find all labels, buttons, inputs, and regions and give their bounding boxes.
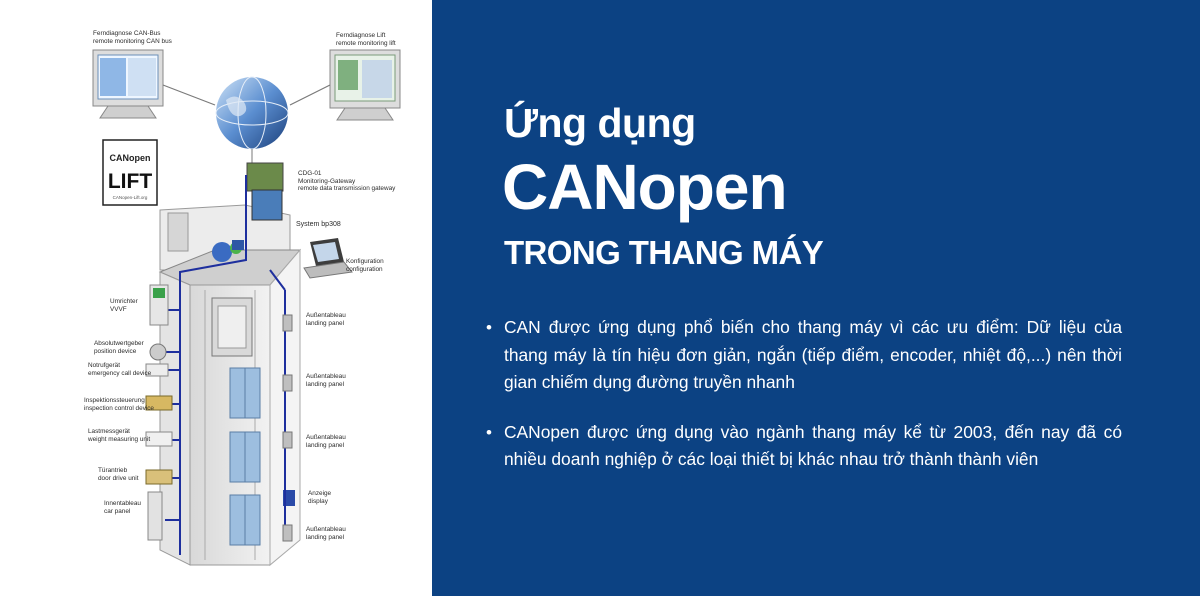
logo-brand: CANopen bbox=[109, 153, 151, 163]
label-lift-monitor: Ferndiagnose Lift remote monitoring lift bbox=[336, 32, 396, 47]
label-landing-panel-3: Außentableau landing panel bbox=[306, 434, 346, 449]
label-weight-measuring: Lastmessgerät weight measuring unit bbox=[88, 428, 151, 443]
label-display: Anzeige display bbox=[308, 490, 332, 505]
content-panel bbox=[432, 0, 1200, 596]
label-system: System bp308 bbox=[296, 221, 341, 228]
title-line-1: Ứng dụng bbox=[504, 100, 696, 146]
label-configuration: Konfiguration configuration bbox=[346, 258, 384, 273]
bullet-dot-icon: • bbox=[486, 318, 492, 337]
title-line-2: CANopen bbox=[502, 151, 787, 223]
bullet-item bbox=[482, 314, 1122, 397]
bullet-text: CAN được ứng dụng phổ biến cho thang máy vì các ưu điểm: Dữ liệu của thang máy là tín hiệu đơn giản, ngắn (tiếp điểm, encoder, nhiệt độ,...) nên thời gian chiếm dụng đường truyền nhanh bbox=[504, 317, 1122, 392]
label-landing-panel-4: Außentableau landing panel bbox=[306, 526, 346, 541]
bullet-item bbox=[482, 419, 1122, 474]
bullet-text: CANopen được ứng dụng vào ngành thang máy kể từ 2003, đến nay đã có nhiều doanh nghiệp ở các loại thiết bị khác nhau trở thành thành viên bbox=[504, 421, 1122, 469]
label-door-drive: Türantrieb door drive unit bbox=[98, 467, 139, 482]
label-inverter: Umrichter VVVF bbox=[110, 298, 138, 313]
bullet-list bbox=[482, 314, 1122, 496]
canopen-lift-diagram bbox=[0, 0, 432, 596]
label-gateway: CDG-01 Monitoring-Gateway remote data transmission gateway bbox=[298, 170, 396, 193]
globe-icon bbox=[163, 77, 330, 149]
label-position-device: Absolutwertgeber position device bbox=[94, 340, 144, 355]
machine-room bbox=[160, 163, 300, 285]
lift-monitor bbox=[330, 50, 400, 120]
canopen-lift-logo bbox=[103, 140, 157, 205]
laptop-icon bbox=[304, 238, 352, 278]
diagram-illustration bbox=[0, 0, 432, 596]
label-canbus-monitor: Ferndiagnose CAN-Bus remote monitoring CAN bus bbox=[93, 30, 172, 45]
label-landing-panel-1: Außentableau landing panel bbox=[306, 312, 346, 327]
bullet-dot-icon: • bbox=[486, 422, 492, 442]
label-landing-panel-2: Außentableau landing panel bbox=[306, 373, 346, 388]
label-emergency-call: Notrufgerät emergency call device bbox=[88, 362, 152, 377]
canbus-monitor bbox=[93, 50, 163, 118]
label-car-panel: Innentableau car panel bbox=[104, 500, 141, 515]
label-inspection-control: Inspektionssteuerung inspection control device bbox=[84, 397, 154, 412]
title-line-3: TRONG THANG MÁY bbox=[504, 234, 824, 271]
logo-org: CANopen-Lift.org bbox=[112, 195, 148, 200]
logo-word: LIFT bbox=[107, 170, 153, 193]
